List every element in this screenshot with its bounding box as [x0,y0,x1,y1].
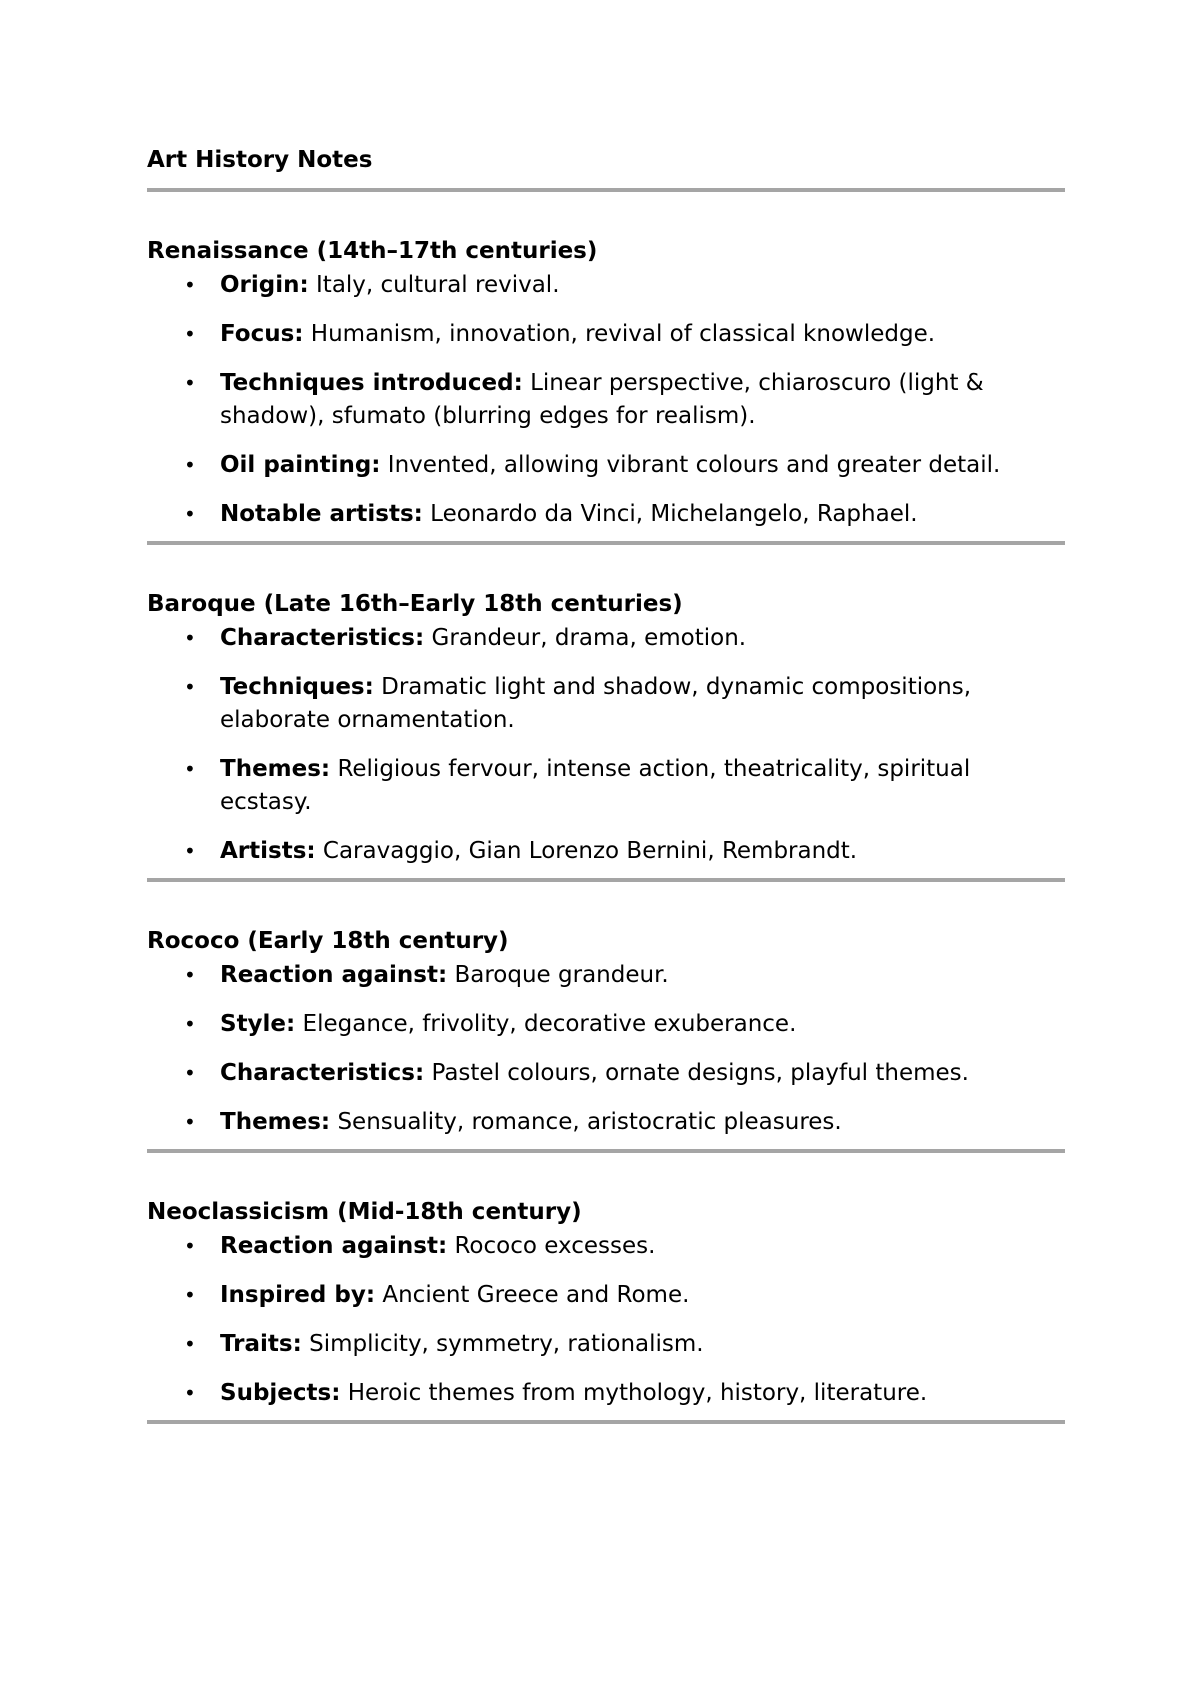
item-label: Reaction against: [220,1233,448,1259]
item-label: Notable artists: [220,501,423,527]
section-neoclassicism [147,1196,1065,1424]
item-text: Simplicity, symmetry, rationalism. [309,1331,704,1357]
section-divider [147,1149,1065,1153]
bullet-icon: • [184,1110,196,1134]
item-text: Linear perspective, chiaroscuro (light & shadow), sfumato (blurring edges for realism). [220,370,984,429]
section-heading: Renaissance (14th–17th centuries) [147,238,598,264]
item-label: Techniques introduced: [220,370,523,396]
list-item [147,1279,1065,1312]
item-label: Themes: [220,1109,331,1135]
list-item [147,835,1065,868]
list-item [147,753,1065,819]
list-item [147,1377,1065,1410]
item-label: Style: [220,1011,296,1037]
section-renaissance [147,235,1065,545]
item-text: Pastel colours, ornate designs, playful themes. [431,1060,969,1086]
bullet-list [147,1230,1065,1410]
item-text: Ancient Greece and Rome. [382,1282,690,1308]
item-label: Inspired by: [220,1282,376,1308]
bullet-list [147,622,1065,868]
item-text: Leonardo da Vinci, Michelangelo, Raphael. [430,501,918,527]
bullet-icon: • [184,1012,196,1036]
item-text: Baroque grandeur. [454,962,669,988]
item-text: Italy, cultural revival. [316,272,560,298]
bullet-icon: • [184,371,196,395]
list-item [147,622,1065,655]
item-text: Religious fervour, intense action, theatricality, spiritual ecstasy. [220,756,971,815]
bullet-icon: • [184,322,196,346]
list-item [147,449,1065,482]
list-item [147,318,1065,351]
bullet-icon: • [184,273,196,297]
section-baroque [147,588,1065,882]
list-item [147,1008,1065,1041]
item-text: Invented, allowing vibrant colours and greater detail. [387,452,1001,478]
document-title: Art History Notes [147,147,373,173]
document-page [147,140,1065,1424]
section-divider [147,541,1065,545]
bullet-icon: • [184,963,196,987]
section-heading: Baroque (Late 16th–Early 18th centuries) [147,591,683,617]
item-text: Heroic themes from mythology, history, literature. [347,1380,928,1406]
bullet-icon: • [184,839,196,863]
item-label: Characteristics: [220,1060,425,1086]
list-item [147,498,1065,531]
item-label: Oil painting: [220,452,381,478]
item-text: Rococo excesses. [454,1233,656,1259]
item-label: Themes: [220,756,331,782]
bullet-icon: • [184,675,196,699]
bullet-icon: • [184,1234,196,1258]
section-rococo [147,925,1065,1153]
item-label: Subjects: [220,1380,341,1406]
list-item [147,959,1065,992]
item-label: Reaction against: [220,962,448,988]
bullet-icon: • [184,453,196,477]
bullet-icon: • [184,1381,196,1405]
item-label: Origin: [220,272,309,298]
list-item [147,269,1065,302]
list-item [147,1057,1065,1090]
list-item [147,1230,1065,1263]
item-text: Humanism, innovation, revival of classical knowledge. [310,321,936,347]
bullet-icon: • [184,502,196,526]
section-heading: Rococo (Early 18th century) [147,928,509,954]
list-item [147,1106,1065,1139]
item-text: Caravaggio, Gian Lorenzo Bernini, Rembrandt. [322,838,858,864]
item-text: Grandeur, drama, emotion. [431,625,747,651]
bullet-icon: • [184,1332,196,1356]
item-label: Artists: [220,838,316,864]
bullet-icon: • [184,626,196,650]
item-label: Traits: [220,1331,302,1357]
bullet-icon: • [184,1283,196,1307]
bullet-icon: • [184,1061,196,1085]
section-divider [147,878,1065,882]
item-label: Characteristics: [220,625,425,651]
bullet-list [147,959,1065,1139]
list-item [147,367,1065,433]
item-text: Dramatic light and shadow, dynamic compositions, elaborate ornamentation. [220,674,972,733]
item-text: Elegance, frivolity, decorative exuberance. [302,1011,797,1037]
section-heading: Neoclassicism (Mid-18th century) [147,1199,582,1225]
bullet-icon: • [184,757,196,781]
item-text: Sensuality, romance, aristocratic pleasures. [337,1109,842,1135]
list-item [147,1328,1065,1361]
item-label: Techniques: [220,674,374,700]
section-divider [147,1420,1065,1424]
bullet-list [147,269,1065,531]
list-item [147,671,1065,737]
title-divider [147,188,1065,192]
item-label: Focus: [220,321,304,347]
